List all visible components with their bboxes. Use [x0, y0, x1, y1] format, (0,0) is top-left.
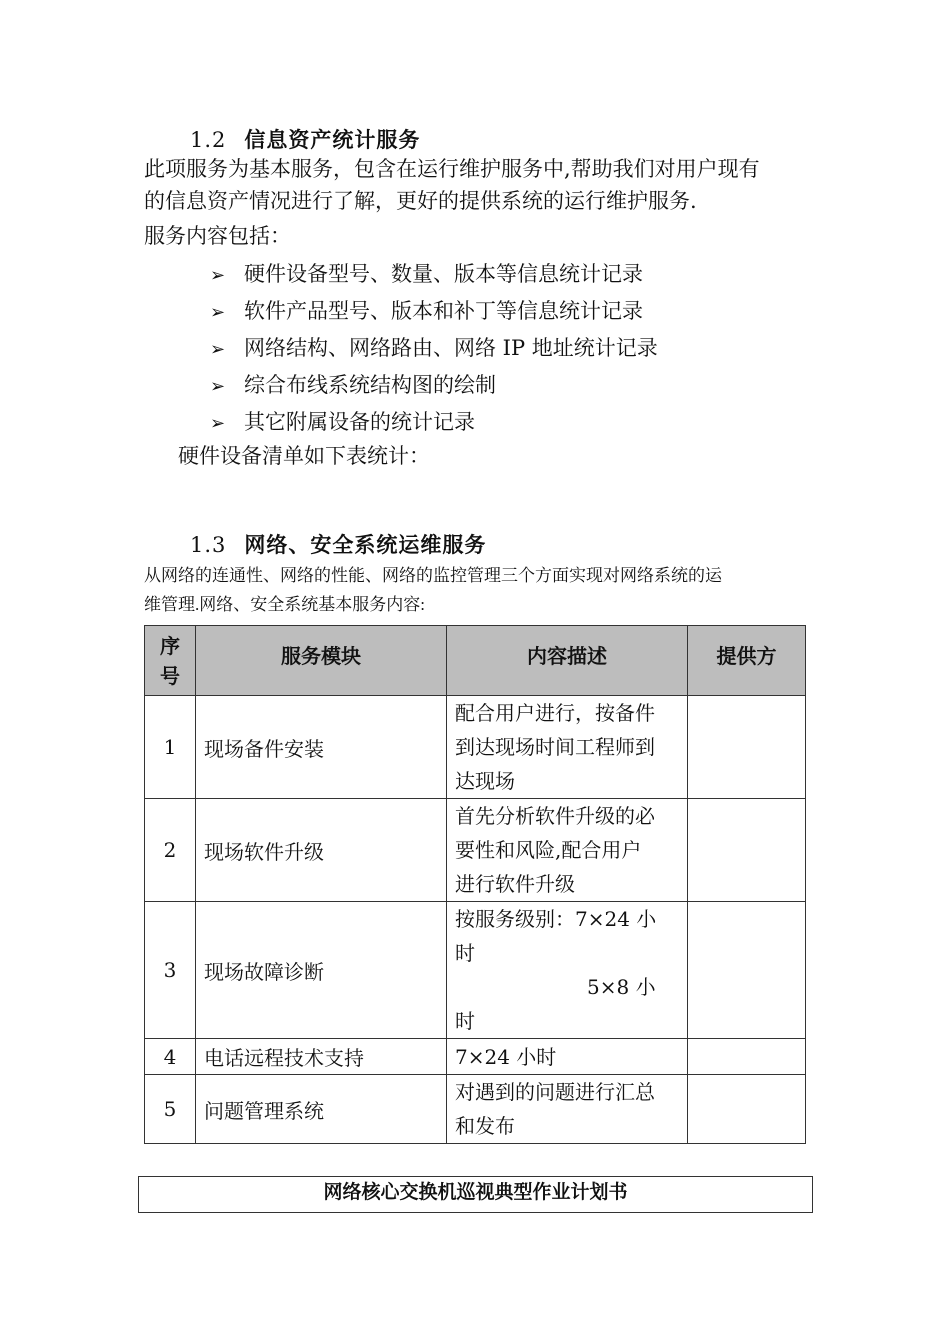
arrow-bullet-icon: ➢: [210, 413, 226, 434]
provider-cell: [688, 1075, 806, 1144]
intro-line-1: 从网络的连通性、网络的性能、网络的监控管理三个方面实现对网络系统的运: [144, 566, 722, 585]
seq-cell: 1: [145, 696, 196, 799]
plan-title: 网络核心交换机巡视典型作业计划书: [323, 1181, 628, 1203]
table-row: [145, 1039, 806, 1075]
section-number: 1.3: [190, 533, 227, 557]
desc-cell: 对遇到的问题进行汇总 和发布: [447, 1075, 688, 1144]
arrow-bullet-icon: ➢: [210, 339, 226, 360]
service-table: [144, 625, 806, 1144]
section-title: 信息资产统计服务: [244, 127, 421, 152]
provider-cell: [688, 902, 806, 1039]
list-item: ➢ 网络结构、网络路由、网络 IP 地址统计记录: [210, 336, 658, 360]
intro-line-1: 此项服务为基本服务，包含在运行维护服务中,帮助我们对用户现有: [144, 157, 760, 181]
header-seq: 序 号: [145, 626, 196, 696]
desc-cell: 配合用户进行，按备件 到达现场时间工程师到 达现场: [447, 696, 688, 799]
provider-cell: [688, 799, 806, 902]
table-row: [145, 1075, 806, 1144]
arrow-bullet-icon: ➢: [210, 265, 226, 286]
list-item: ➢ 软件产品型号、版本和补丁等信息统计记录: [210, 299, 643, 323]
desc-cell: 7×24 小时: [447, 1039, 688, 1075]
table-row: [145, 799, 806, 902]
module-cell: 现场故障诊断: [196, 902, 447, 1039]
hardware-note: 硬件设备清单如下表统计：: [178, 444, 430, 468]
module-cell: 问题管理系统: [196, 1075, 447, 1144]
plan-title-box: [138, 1176, 813, 1213]
table-row: [145, 696, 806, 799]
intro-line-2: 维管理.网络、安全系统基本服务内容:: [144, 595, 425, 614]
header-provider: 提供方: [688, 626, 806, 696]
module-cell: 现场软件升级: [196, 799, 447, 902]
seq-cell: 4: [145, 1039, 196, 1075]
section-title: 网络、安全系统运维服务: [244, 532, 487, 557]
provider-cell: [688, 696, 806, 799]
arrow-bullet-icon: ➢: [210, 302, 226, 323]
table-header-row: [145, 626, 806, 696]
provider-cell: [688, 1039, 806, 1075]
header-desc: 内容描述: [447, 626, 688, 696]
list-item: ➢ 其它附属设备的统计记录: [210, 410, 475, 434]
section-number: 1.2: [190, 128, 227, 152]
content-label: 服务内容包括：: [144, 224, 291, 248]
seq-cell: 3: [145, 902, 196, 1039]
section-1-2-heading: [190, 124, 420, 154]
arrow-bullet-icon: ➢: [210, 376, 226, 397]
header-module: 服务模块: [196, 626, 447, 696]
module-cell: 现场备件安装: [196, 696, 447, 799]
list-item: ➢ 硬件设备型号、数量、版本等信息统计记录: [210, 262, 643, 286]
desc-cell: 首先分析软件升级的必 要性和风险,配合用户 进行软件升级: [447, 799, 688, 902]
module-cell: 电话远程技术支持: [196, 1039, 447, 1075]
seq-cell: 2: [145, 799, 196, 902]
table-row: [145, 902, 806, 1039]
desc-cell: 按服务级别：7×24 小 时 5×8 小 时: [447, 902, 688, 1039]
seq-cell: 5: [145, 1075, 196, 1144]
list-item: ➢ 综合布线系统结构图的绘制: [210, 373, 496, 397]
section-1-3-heading: [190, 529, 486, 559]
intro-line-2: 的信息资产情况进行了解，更好的提供系统的运行维护服务.: [144, 189, 697, 213]
